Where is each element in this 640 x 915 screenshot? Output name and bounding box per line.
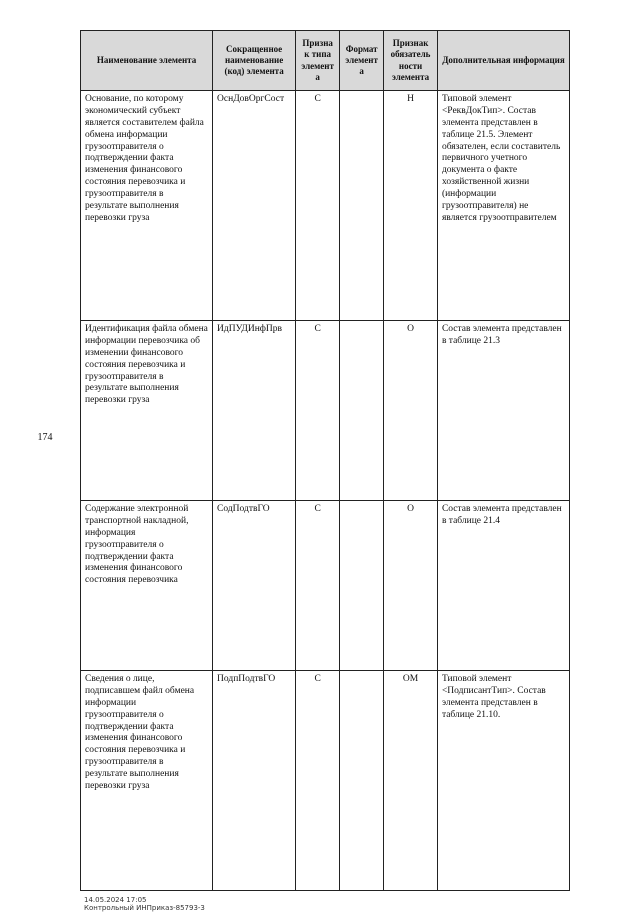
cell-name: Идентификация файла обмена информации перевозчика об изменении финансового состояния перевозчика и грузоотправителя в результате выполнения перевозки груза bbox=[81, 321, 213, 501]
cell-required: О bbox=[384, 501, 438, 671]
header-info: Дополнительная информация bbox=[437, 31, 569, 91]
cell-info: Типовой элемент <РеквДокТип>. Состав элемента представлен в таблице 21.5. Элемент обязателен, если составитель первичного учетного документа о факте хозяйственной жизни (информации грузоотправителя) не является грузоотправителем bbox=[437, 91, 569, 321]
cell-name: Основание, по которому экономический субъект является составителем файла обмена информации грузоотправителя о подтверждении факта изменения финансового состояния перевозчика и грузоотправителя в результате выполнения перевозки груза bbox=[81, 91, 213, 321]
cell-code: СодПодтвГО bbox=[213, 501, 296, 671]
table-header-row bbox=[81, 31, 570, 91]
cell-info: Типовой элемент <ПодписантТип>. Состав элемента представлен в таблице 21.10. bbox=[437, 671, 569, 891]
cell-type: С bbox=[296, 321, 340, 501]
table-row bbox=[81, 501, 570, 671]
table-row bbox=[81, 91, 570, 321]
header-type: Признак типа элемента bbox=[296, 31, 340, 91]
cell-required: О bbox=[384, 321, 438, 501]
footer-control: Контрольный ИНПриказ-85793-3 bbox=[84, 904, 205, 913]
cell-info: Состав элемента представлен в таблице 21.3 bbox=[437, 321, 569, 501]
cell-info: Состав элемента представлен в таблице 21.4 bbox=[437, 501, 569, 671]
cell-code: ОснДовОргСост bbox=[213, 91, 296, 321]
cell-required: ОМ bbox=[384, 671, 438, 891]
cell-format bbox=[340, 321, 384, 501]
cell-type: С bbox=[296, 91, 340, 321]
page-number: 174 bbox=[37, 432, 53, 443]
header-required: Признак обязательности элемента bbox=[384, 31, 438, 91]
cell-name: Содержание электронной транспортной накладной, информация грузоотправителя о подтверждении факта изменения финансового состояния перевозчика bbox=[81, 501, 213, 671]
cell-format bbox=[340, 91, 384, 321]
document-table bbox=[80, 30, 570, 890]
cell-required: Н bbox=[384, 91, 438, 321]
cell-format bbox=[340, 671, 384, 891]
elements-table bbox=[80, 30, 570, 891]
cell-format bbox=[340, 501, 384, 671]
cell-code: ИдПУДИнфПрв bbox=[213, 321, 296, 501]
table-row bbox=[81, 321, 570, 501]
header-name: Наименование элемента bbox=[81, 31, 213, 91]
header-format: Формат элемента bbox=[340, 31, 384, 91]
header-code: Сокращенное наименование (код) элемента bbox=[213, 31, 296, 91]
footer-date: 14.05.2024 17:05 bbox=[84, 896, 147, 904]
table-row bbox=[81, 671, 570, 891]
cell-name: Сведения о лице, подписавшем файл обмена информации грузоотправителя о подтверждении факта изменения финансового состояния перевозчика и грузоотправителя в результате выполнения перевозки груза bbox=[81, 671, 213, 891]
cell-code: ПодпПодтвГО bbox=[213, 671, 296, 891]
cell-type: С bbox=[296, 501, 340, 671]
footer-stamp bbox=[84, 896, 404, 913]
cell-type: С bbox=[296, 671, 340, 891]
